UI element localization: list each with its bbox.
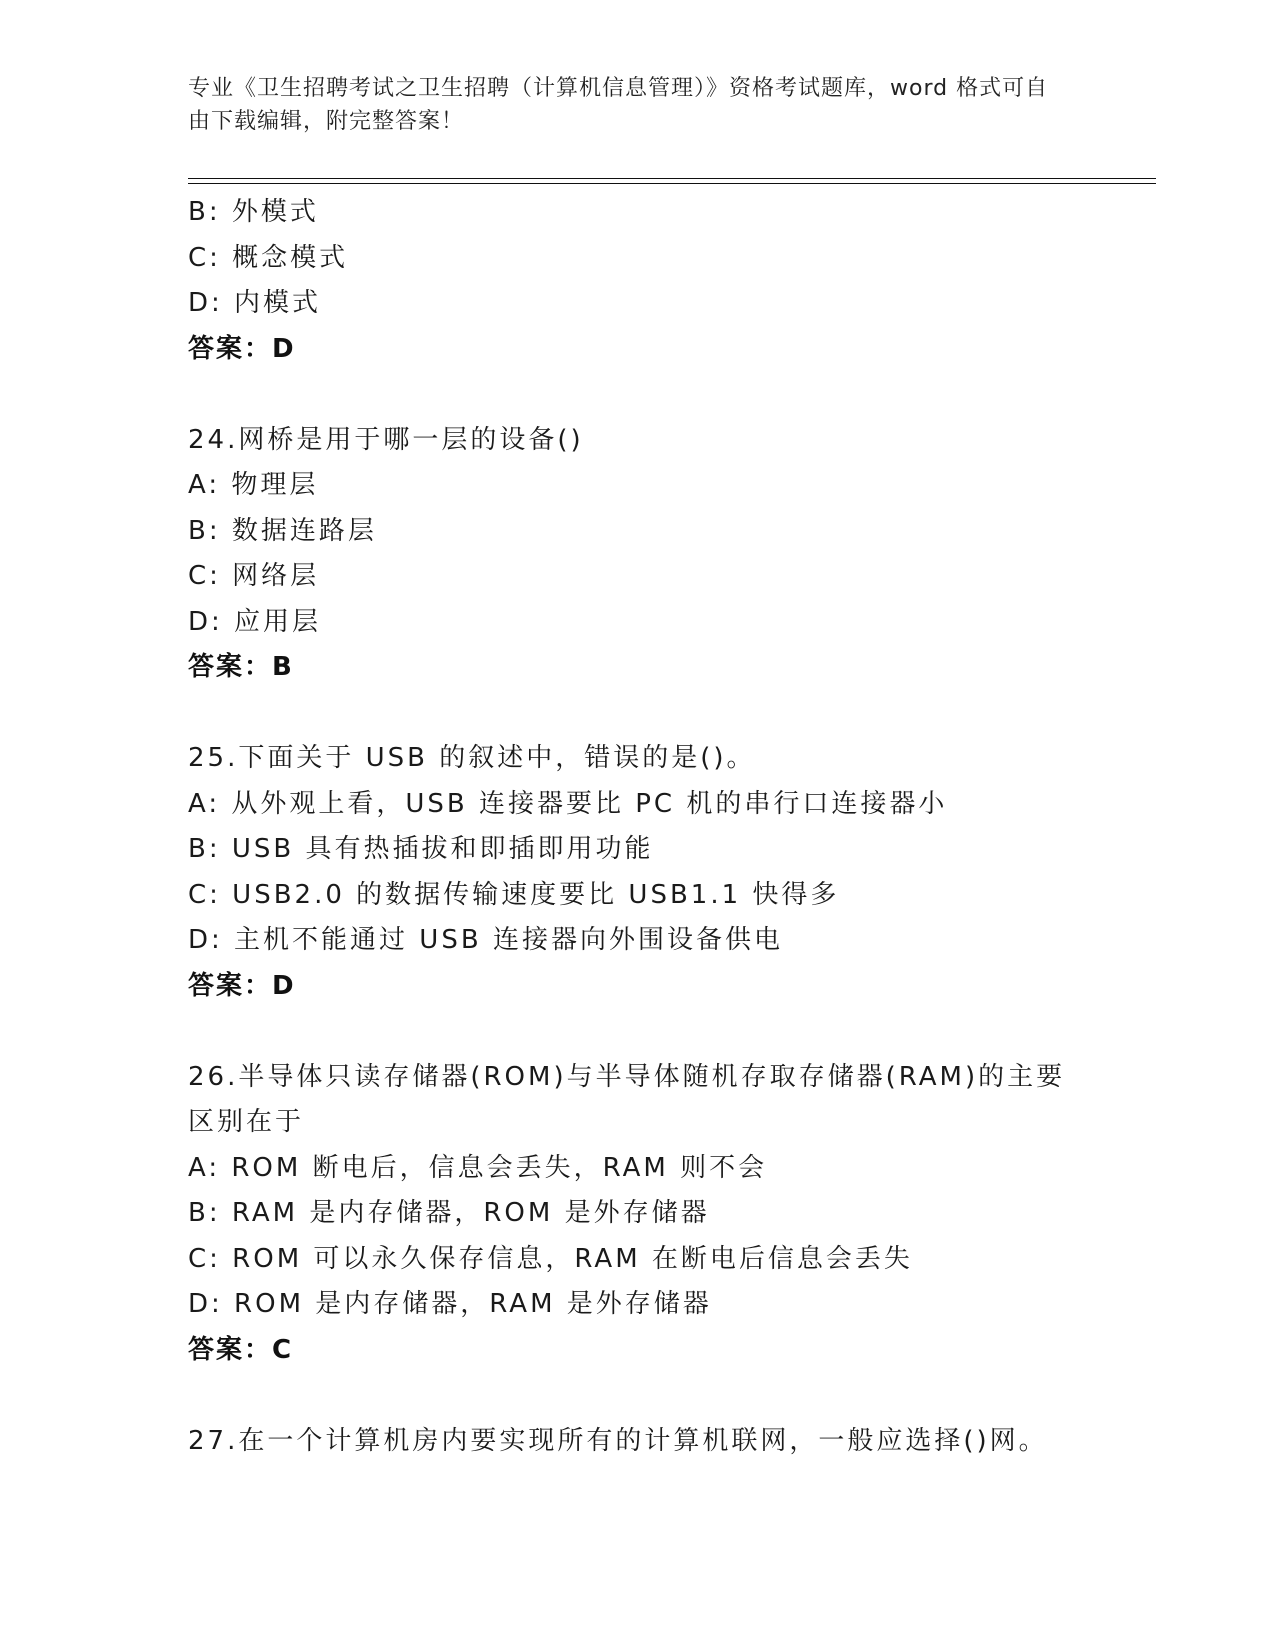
option-a: A: ROM 断电后，信息会丢失，RAM 则不会	[188, 1152, 768, 1183]
answer: 答案：B	[188, 652, 294, 682]
answer: 答案：D	[188, 333, 296, 364]
question-25	[188, 736, 1088, 1009]
header-divider-bottom	[188, 183, 1156, 184]
question-text: 26.半导体只读存储器(ROM)与半导体随机存取存储器(RAM)的主要区别在于	[188, 1061, 1066, 1137]
question-text: 25.下面关于 USB 的叙述中，错误的是()。	[188, 743, 756, 773]
option-d: D: 主机不能通过 USB 连接器向外围设备供电	[188, 925, 783, 955]
question-26	[188, 1055, 1088, 1374]
option-c: C: 网络层	[188, 561, 320, 591]
option-c: C: ROM 可以永久保存信息，RAM 在断电后信息会丢失	[188, 1243, 913, 1274]
option-a: A: 从外观上看，USB 连接器要比 PC 机的串行口连接器小	[188, 788, 948, 819]
option-b: B: USB 具有热插拔和即插即用功能	[188, 834, 654, 864]
header-title: 专业《卫生招聘考试之卫生招聘（计算机信息管理）》资格考试题库，word 格式可自由下载编辑，附完整答案！	[188, 76, 1049, 134]
answer: 答案：D	[188, 970, 296, 1001]
spacer	[188, 691, 1088, 737]
option-d: D: 应用层	[188, 606, 322, 637]
option-d: D: 内模式	[188, 288, 322, 318]
option-b: B: 外模式	[188, 197, 319, 227]
option-b: B: 数据连路层	[188, 515, 377, 546]
option-c: C: USB2.0 的数据传输速度要比 USB1.1 快得多	[188, 879, 840, 910]
option-c: C: 概念模式	[188, 242, 349, 273]
question-list	[188, 190, 1088, 1464]
question-23-fragment	[188, 190, 1088, 372]
spacer	[188, 1009, 1088, 1055]
option-d: D: ROM 是内存储器，RAM 是外存储器	[188, 1289, 712, 1319]
option-a: A: 物理层	[188, 470, 319, 500]
header-divider-top	[188, 178, 1156, 179]
question-text: 27.在一个计算机房内要实现所有的计算机联网，一般应选择()网。	[188, 1425, 1048, 1456]
document-header	[188, 72, 1068, 138]
question-27	[188, 1419, 1088, 1465]
spacer	[188, 372, 1088, 418]
option-b: B: RAM 是内存储器，ROM 是外存储器	[188, 1198, 710, 1228]
question-24	[188, 418, 1088, 691]
answer: 答案：C	[188, 1334, 294, 1365]
spacer	[188, 1373, 1088, 1419]
question-text: 24.网桥是用于哪一层的设备()	[188, 424, 584, 455]
